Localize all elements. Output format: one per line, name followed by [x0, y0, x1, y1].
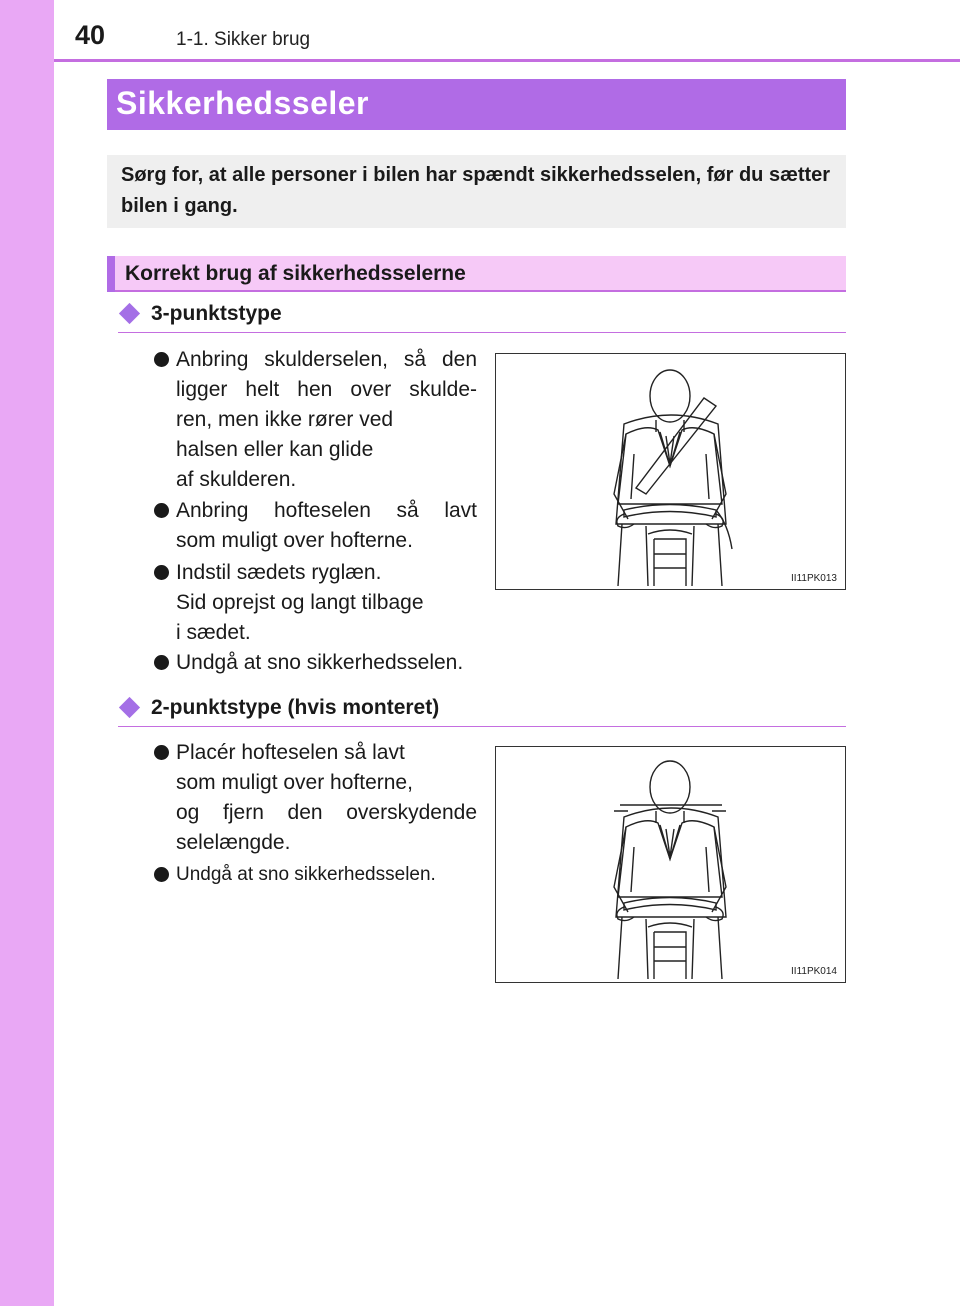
header-divider [54, 59, 960, 62]
bullet-icon [154, 503, 169, 518]
chapter-label: 1-1. Sikker brug [176, 29, 311, 50]
figure-code: II11PK013 [791, 573, 837, 584]
three-point-belt-illustration [495, 353, 846, 590]
list-item: Anbring skulderselen, så den ligger helt hen over skulde- ren, men ikke rører ved halsen eller kan glide af skulderen. [152, 345, 477, 495]
bullet-icon [154, 745, 169, 760]
bullet-icon [154, 565, 169, 580]
subheading-two-point-label: 2-punktstype (hvis monteret) [151, 696, 440, 719]
subheading-divider [118, 332, 846, 333]
section-heading: Korrekt brug af sikkerhedsselerne [107, 256, 846, 292]
seated-person-lap-belt-icon [496, 747, 845, 982]
diamond-icon [119, 697, 140, 718]
diamond-icon [119, 303, 140, 324]
intro-note: Sørg for, at alle personer i bilen har spændt sikkerhedsselen, før du sætter bilen i gang. [107, 155, 846, 228]
seated-person-shoulder-belt-icon [496, 354, 845, 589]
page-title: Sikkerhedsseler [107, 79, 846, 130]
bullet-icon [154, 867, 169, 882]
list-item: Undgå at sno sikkerhedsselen. [152, 648, 512, 678]
list-item: Placér hofteselen så lavt som muligt over hofterne, og fjern den overskydende selelængde. [152, 738, 477, 858]
subheading-three-point [118, 302, 282, 326]
list-item: Undgå at sno sikkerhedsselen. [152, 860, 477, 890]
bullet-icon [154, 655, 169, 670]
page-number: 40 [75, 20, 106, 50]
list-item: Indstil sædets ryglæn. Sid oprejst og langt tilbage i sædet. [152, 558, 477, 648]
subheading-three-point-label: 3-punktstype [151, 302, 282, 325]
figure-code: II11PK014 [791, 966, 837, 977]
list-item: Anbring hofteselen så lavt som muligt over hofterne. [152, 496, 477, 556]
bullet-icon [154, 352, 169, 367]
two-point-belt-illustration [495, 746, 846, 983]
side-color-strip [0, 0, 54, 1306]
subheading-two-point [118, 696, 439, 720]
subheading-divider [118, 726, 846, 727]
